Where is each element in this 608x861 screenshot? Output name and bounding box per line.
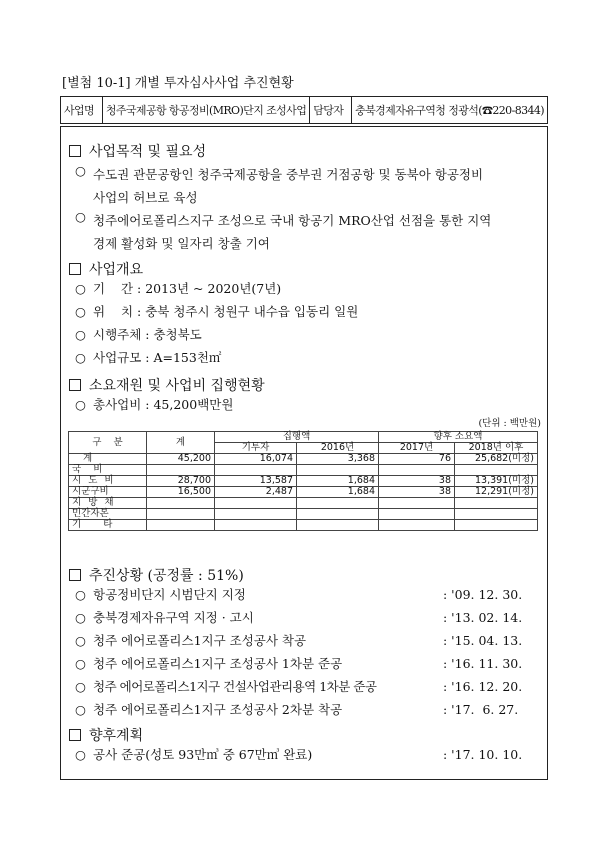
manager-info: 충북경제자유구역청 정광석(☎220-8344) [355,104,544,117]
th-prior: 기투자 [215,443,297,454]
table-row: 민간자본 [69,509,538,520]
square-bullet-icon [69,263,81,275]
progress-item: ○ 청주 에어로폴리스1지구 조성공사 1차분 준공 : '16. 11. 30. [75,652,545,675]
overview-operator: ○ 시행주체 : 충청북도 [75,323,202,346]
th-executed: 집행액 [215,432,379,443]
plan-item: ○ 공사 준공(성토 93만㎥ 중 67만㎥ 완료) : '17. 10. 10. [75,743,545,766]
progress-item: ○ 충북경제자유구역 지정 · 고시 : '13. 02. 14. [75,606,545,629]
budget-table [68,431,538,531]
th-2017: 2017년 [379,443,455,454]
overview-period: ○ 기 간 : 2013년 ~ 2020년(7년) [75,277,281,300]
progress-item: ○ 청주 에어로폴리스1지구 조성공사 2차분 착공 : '17. 6. 27. [75,698,545,721]
table-row: 시 도 비 28,700 13,587 1,684 38 13,391(미정) [69,476,538,487]
section-progress-title: 추진상황 (공정률 : 51%) [69,565,244,585]
table-row: 국 비 [69,465,538,476]
progress-item: ○ 청주 에어로폴리스1지구 조성공사 착공 : '15. 04. 13. [75,629,545,652]
circle-bullet-icon: ○ [75,350,86,365]
square-bullet-icon [69,729,81,741]
circle-bullet-icon: ○ [75,610,86,625]
section-overview-title: 사업개요 [69,259,143,279]
circle-bullet-icon: ○ [75,304,86,319]
manager-label: 담당자 [310,97,352,123]
circle-bullet-icon: ○ [75,587,86,602]
circle-bullet-icon: ○ [75,747,86,762]
table-row: 시군구비 16,500 2,487 1,684 38 12,291(미정) [69,487,538,498]
budget-total: ○ 총사업비 : 45,200백만원 [75,393,233,416]
progress-item: ○ 청주 에어로폴리스1지구 건설사업관리용역 1차분 준공 : '16. 12. 20. [75,675,545,698]
circle-bullet-icon: ○ [75,656,86,671]
th-2018: 2018년 이후 [455,443,538,454]
unit-note: (단위 : 백만원) [478,418,541,429]
section-plan-title: 향후계획 [69,725,143,745]
circle-bullet-icon: ○ [75,633,86,648]
circle-bullet-icon: ○ [75,397,86,412]
table-row: 기 타 [69,520,538,531]
square-bullet-icon [69,569,81,581]
circle-bullet-icon: ○ [75,163,86,178]
purpose-item-2: ○ 청주에어로폴리스지구 조성으로 국내 항공기 MRO산업 선점을 통한 지역 경제 활성화 및 일자리 창출 기여 [75,209,491,255]
progress-item: ○ 항공정비단지 시범단지 지정 : '09. 12. 30. [75,583,545,606]
square-bullet-icon [69,379,81,391]
section-purpose-title: 사업목적 및 필요성 [69,141,206,161]
attachment-title: [별첨 10-1] 개별 투자심사사업 추진현황 [62,76,294,91]
th-category: 구 분 [69,432,147,454]
project-label: 사업명 [61,97,103,123]
overview-scale: ○ 사업규모 : A=153천㎡ [75,346,221,369]
project-name: 청주국제공항 항공정비(MRO)단지 조성사업 [103,97,310,123]
purpose-item-1: ○ 수도권 관문공항인 청주국제공항을 중부권 거점공항 및 동북아 항공정비 사업의 허브로 육성 [75,163,483,209]
circle-bullet-icon: ○ [75,281,86,296]
th-total: 계 [147,432,215,454]
circle-bullet-icon: ○ [75,702,86,717]
overview-location: ○ 위 치 : 충북 청주시 청원구 내수읍 입동리 일원 [75,300,358,323]
square-bullet-icon [69,145,81,157]
circle-bullet-icon: ○ [75,327,86,342]
project-header-table [60,96,548,124]
table-row: 계 45,200 16,074 3,368 76 25,682(미정) [69,454,538,465]
content-box [60,126,548,780]
th-2016: 2016년 [297,443,379,454]
section-budget-title: 소요재원 및 사업비 집행현황 [69,375,265,395]
circle-bullet-icon: ○ [75,679,86,694]
circle-bullet-icon: ○ [75,209,86,224]
table-row: 지 방 채 [69,498,538,509]
th-future: 향후 소요액 [379,432,538,443]
